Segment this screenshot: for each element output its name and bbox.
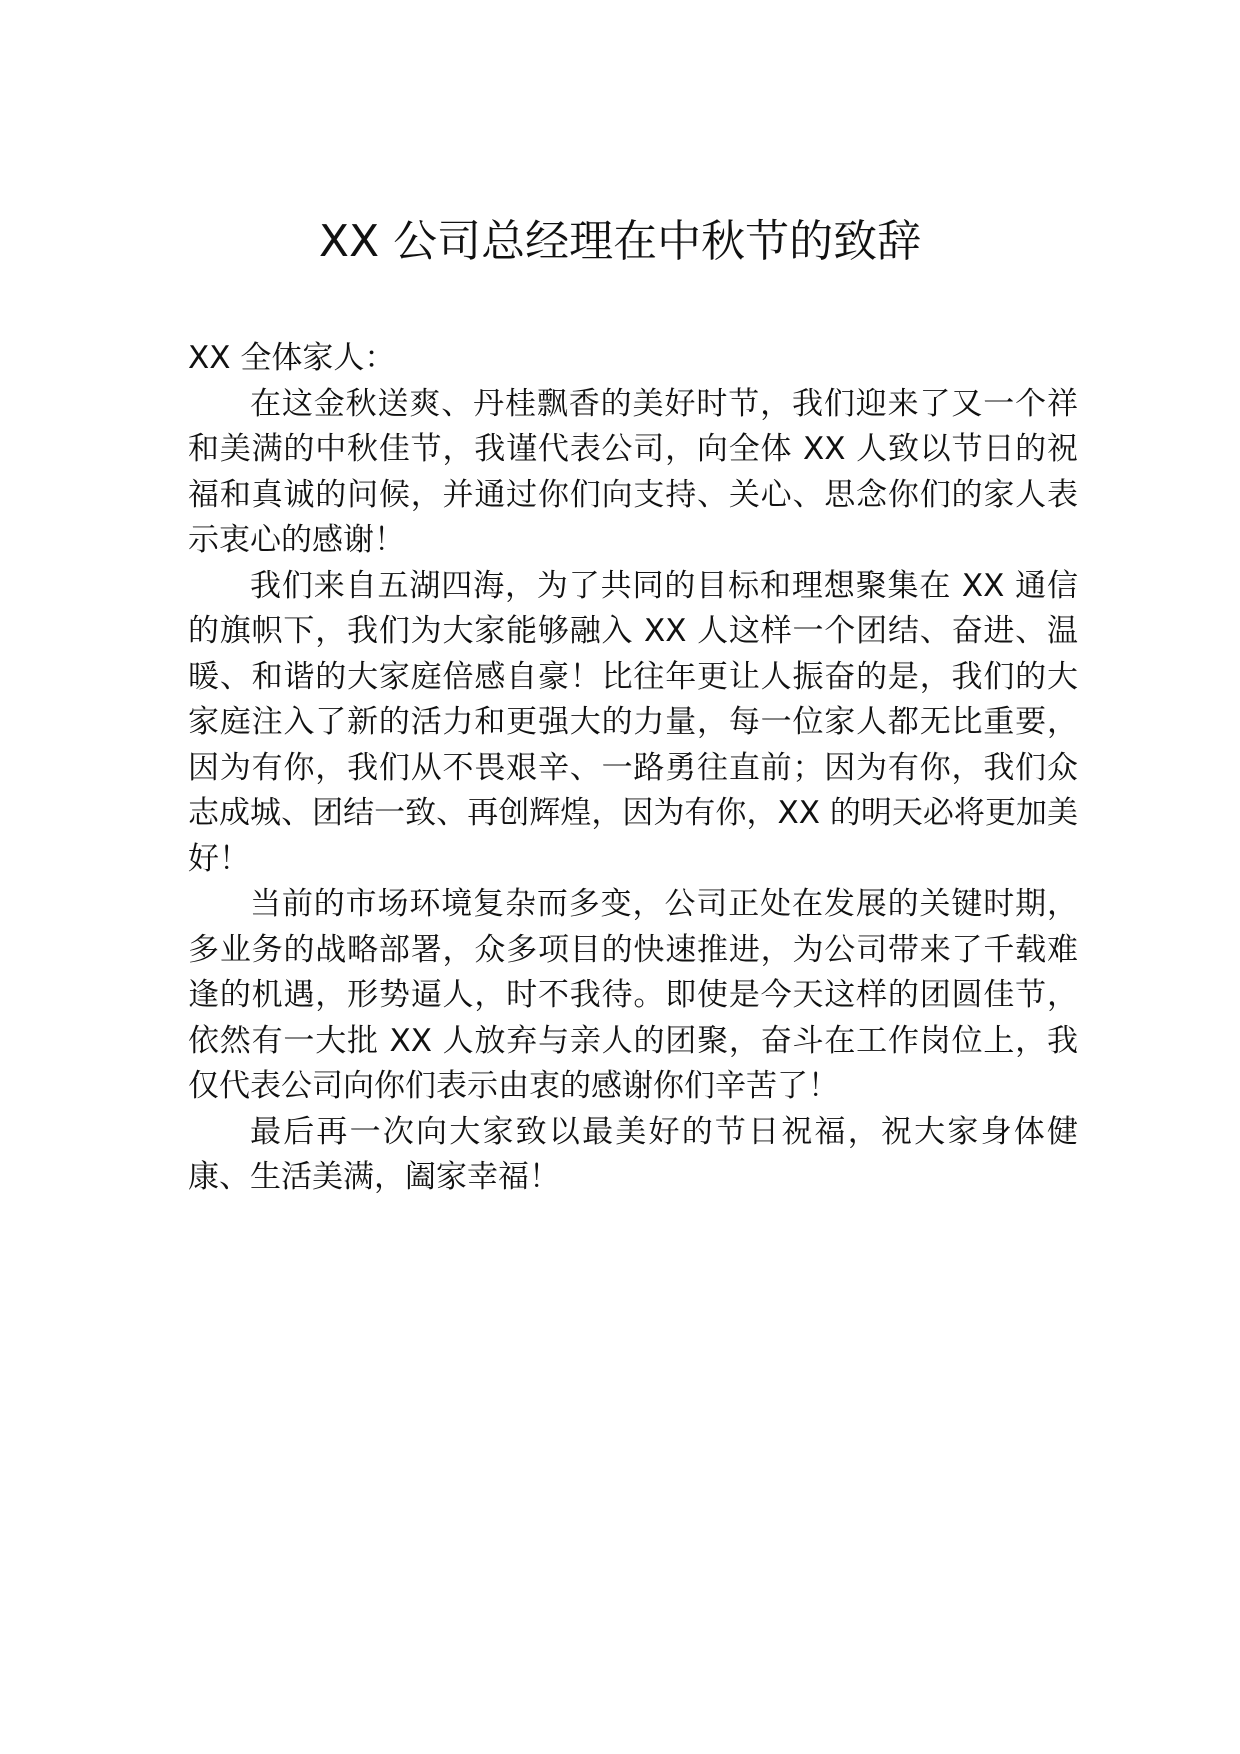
paragraph-team-pride: 我们来自五湖四海，为了共同的目标和理想聚集在 XX 通信的旗帜下，我们为大家能够融入 XX 人这样一个团结、奋进、温暖、和谐的大家庭倍感自豪！比往年更让人振奋的是，我们的大家庭注入了新的活力和更强大的力量，每一位家人都无比重要，因为有你，我们从不畏艰辛、一路勇往直前；因为有你，我们众志成城、团结一致、再创辉煌，因为有你，XX 的明天必将更加美好！ [188, 567, 1078, 877]
paragraph-closing-wishes: 最后再一次向大家致以最美好的节日祝福，祝大家身体健康、生活美满，阖家幸福！ [188, 1113, 1078, 1195]
document-title: XX 公司总经理在中秋节的致辞 [318, 216, 922, 267]
salutation: XX 全体家人： [188, 340, 396, 376]
document-body [188, 336, 1078, 1201]
paragraph-greeting: 在这金秋送爽、丹桂飘香的美好时节，我们迎来了又一个祥和美满的中秋佳节，我谨代表公司，向全体 XX 人致以节日的祝福和真诚的问候，并通过你们向支持、关心、思念你们的家人表示衷心的感谢！ [188, 385, 1078, 558]
paragraph-market-thanks: 当前的市场环境复杂而多变，公司正处在发展的关键时期，多业务的战略部署，众多项目的快速推进，为公司带来了千载难逢的机遇，形势逼人，时不我待。即使是今天这样的团圆佳节，依然有一大批 XX 人放弃与亲人的团聚，奋斗在工作岗位上，我仅代表公司向你们表示由衷的感谢你们辛苦了！ [188, 886, 1078, 1104]
